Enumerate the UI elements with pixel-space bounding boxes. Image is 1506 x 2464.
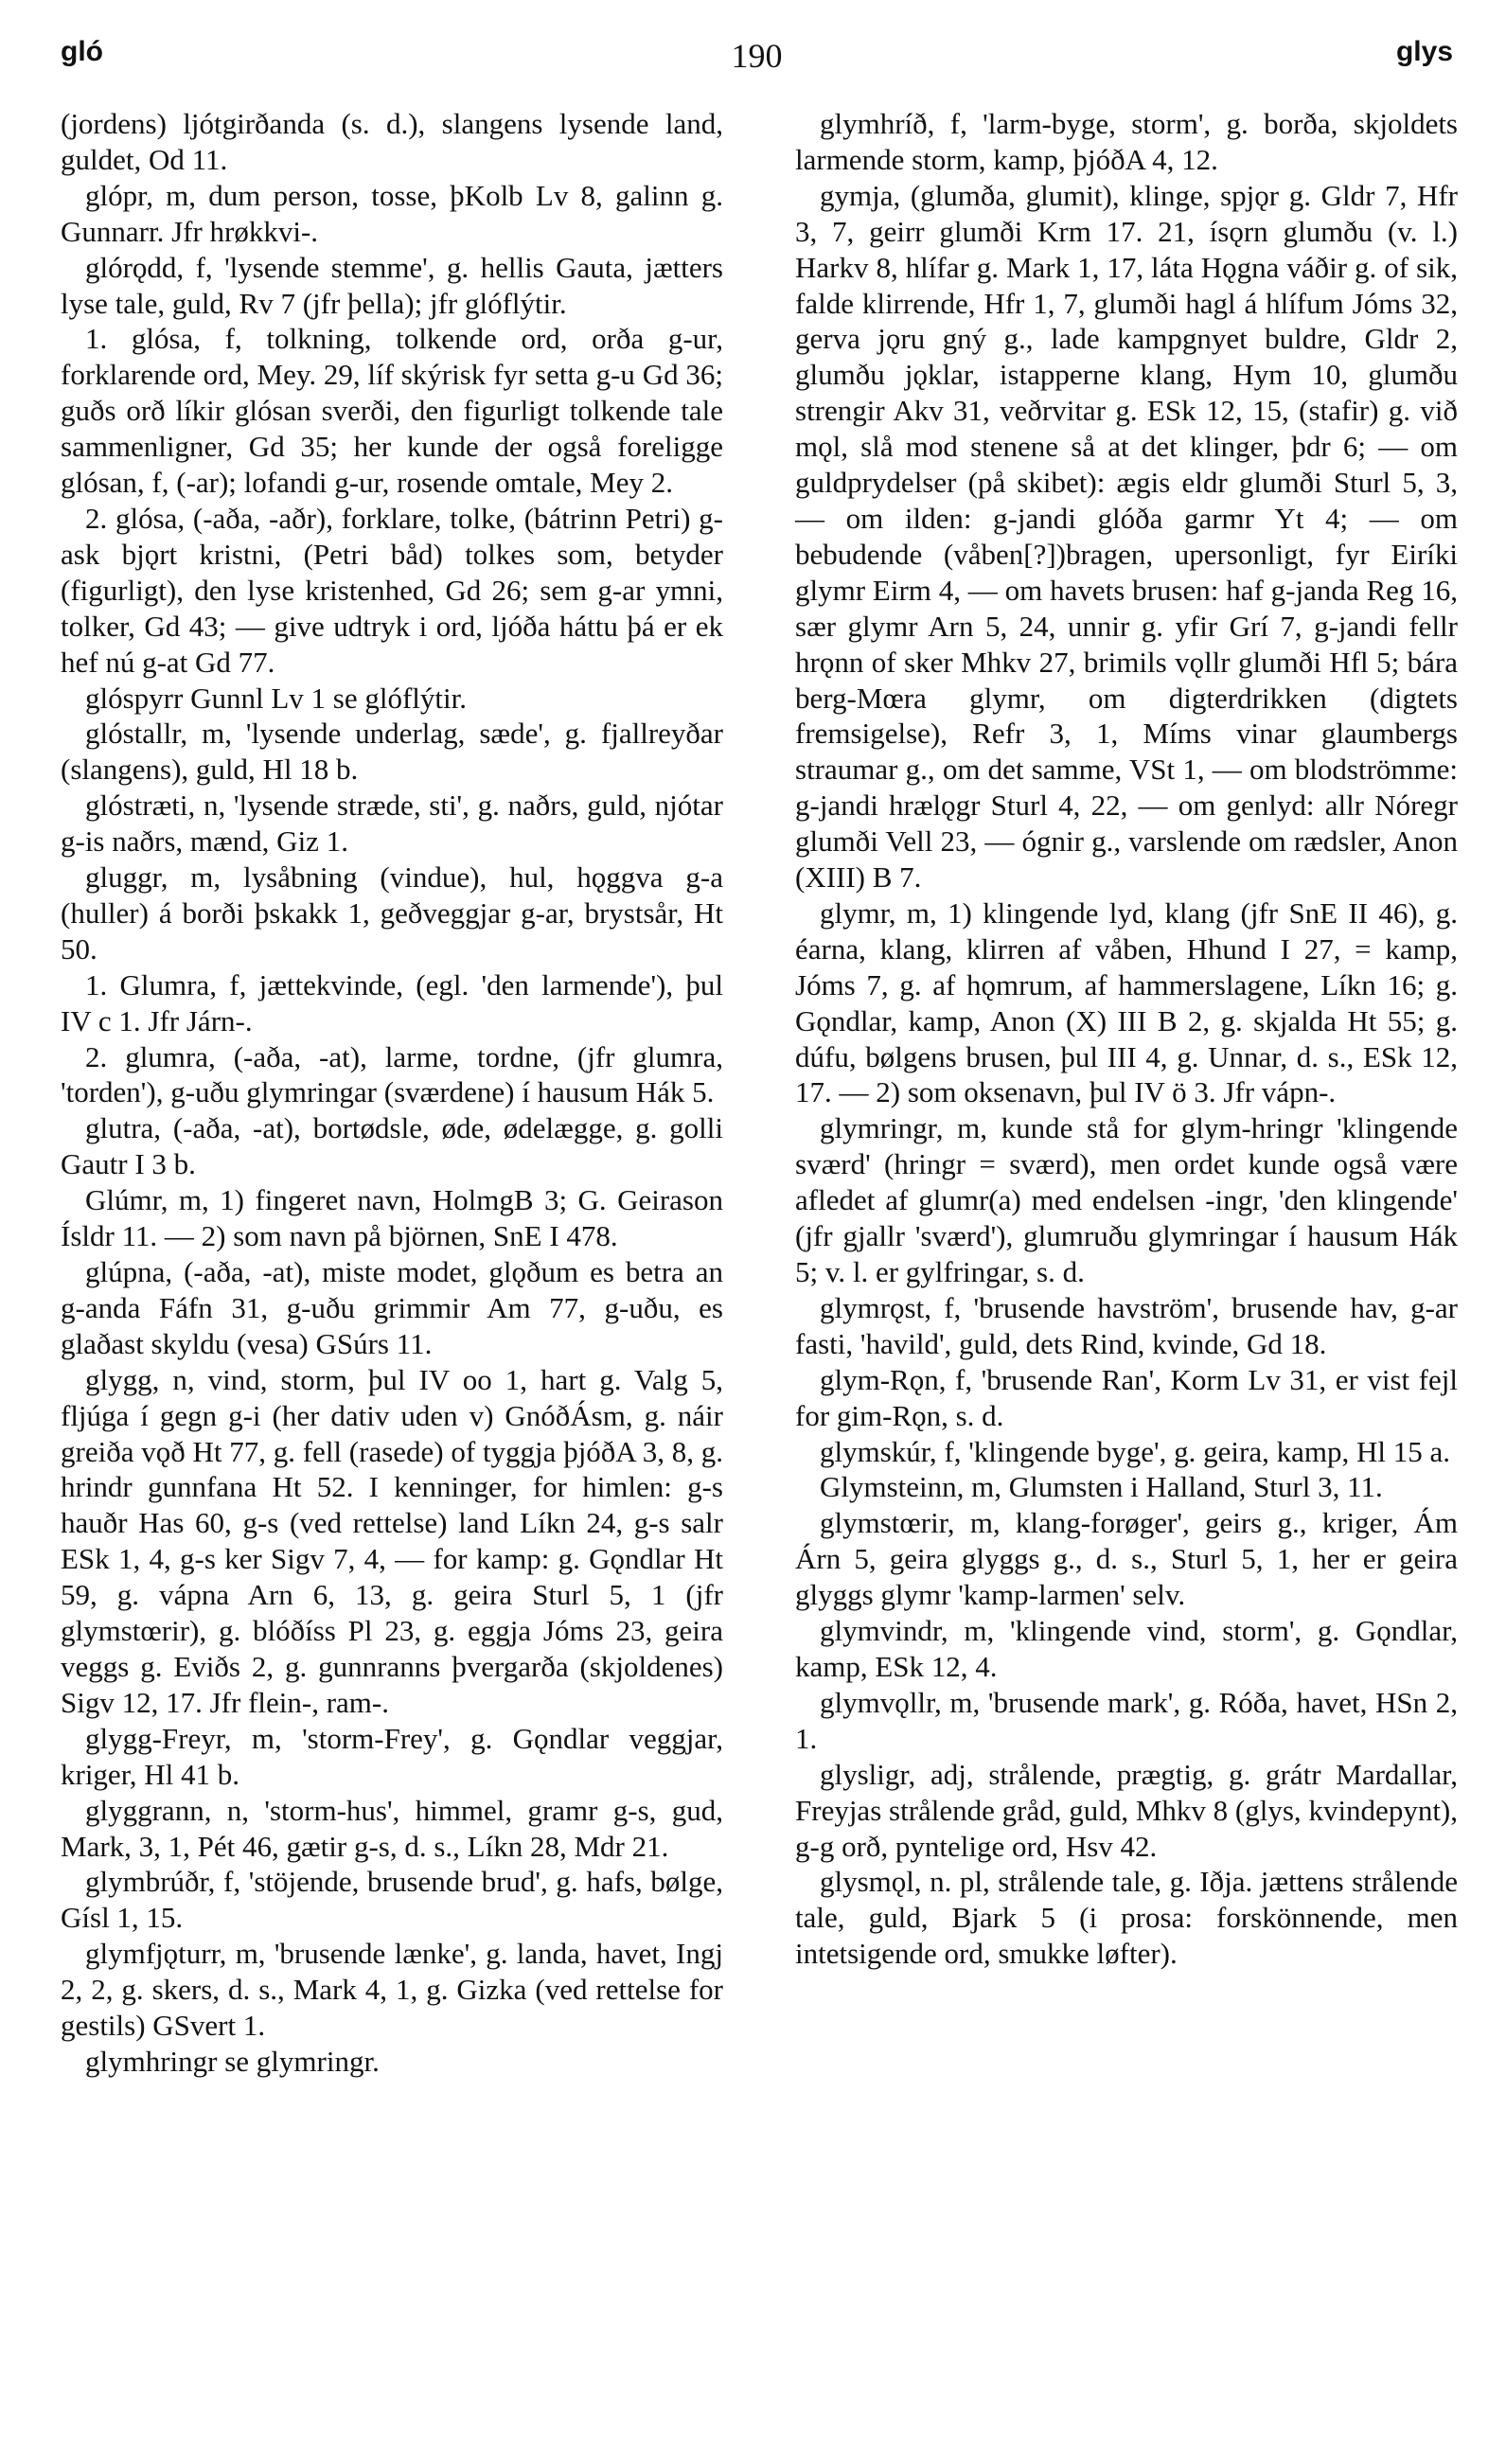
dictionary-entry: glygg, n, vind, storm, þul IV oo 1, hart g. Valg 5, fljúga í gegn g-i (her dativ uden v) GnóðÁsm, g. náir greiða vǫð Ht 77, g. fell (rasede) of tyggja þjóðA 3, 8, g. hrindr gunnfana Ht 52. I kenninger, for himlen: g-s hauðr Has 60, g-s (ved rettelse) land Líkn 24, g-s salr ESk 1, 4, g-s ker Sigv 7, 4, — for kamp: g. Gǫndlar Ht 59, g. vápna Arn 6, 13, g. geira Sturl 5, 1 (jfr glymstœrir), g. blóðíss Pl 23, g. eggja Jóms 23, geira veggs g. Eviðs 2, g. gunnranns þvergarða (skjoldenes) Sigv 12, 17. Jfr flein-, ram-. <box>61 1362 723 1719</box>
right-column <box>795 106 1458 1972</box>
running-head-right: glys <box>1395 36 1453 67</box>
running-head-left: gló <box>61 36 103 67</box>
dictionary-entry: glymbrúðr, f, 'stöjende, brusende brud', g. hafs, bølge, Gísl 1, 15. <box>61 1865 723 1935</box>
dictionary-entry: 2. glósa, (-aða, -aðr), forklare, tolke, (bátrinn Petri) g-ask bjǫrt kristni, (Petri båd) tolkes som, betyder (figurligt), den lyse kristenhed, Gd 26; sem g-ar ymni, tolker, Gd 43; — give udtryk i ord, ljóða háttu þá er ek hef nú g-at Gd 77. <box>61 501 723 679</box>
dictionary-entry: 1. Glumra, f, jættekvinde, (egl. 'den larmende'), þul IV c 1. Jfr Járn-. <box>61 967 723 1037</box>
dictionary-entry: Glymsteinn, m, Glumsten i Halland, Sturl 3, 11. <box>820 1470 1383 1504</box>
dictionary-entry: glóstallr, m, 'lysende underlag, sæde', g. fjallreyðar (slangens), guld, Hl 18 b. <box>61 717 723 787</box>
left-column <box>61 106 723 2080</box>
dictionary-entry: 2. glumra, (-aða, -at), larme, tordne, (jfr glumra, 'torden'), g-uðu glymringar (sværdene) í hausum Hák 5. <box>61 1039 723 1109</box>
dictionary-entry: glymstœrir, m, klang-forøger', geirs g., kriger, Ám Árn 5, geira glyggs g., d. s., Sturl 5, 1, her er geira glyggs glymr 'kamp-larmen' selv. <box>795 1506 1458 1612</box>
dictionary-entry: glymrǫst, f, 'brusende havström', brusende hav, g-ar fasti, 'havild', guld, dets Rind, kvinde, Gd 18. <box>795 1290 1458 1360</box>
dictionary-entry: glymhringr se glymringr. <box>85 2044 380 2078</box>
dictionary-entry: (jordens) ljótgirðanda (s. d.), slangens lysende land, guldet, Od 11. <box>61 107 723 176</box>
dictionary-entry: glóstræti, n, 'lysende stræde, sti', g. naðrs, guld, njótar g-is naðrs, mænd, Giz 1. <box>61 789 723 859</box>
dictionary-entry: glutra, (-aða, -at), bortødsle, øde, ødelægge, g. golli Gautr I 3 b. <box>61 1111 723 1181</box>
dictionary-entry: glymr, m, 1) klingende lyd, klang (jfr SnE II 46), g. éarna, klang, klirren af våben, Hhund I 27, = kamp, Jóms 7, g. af hǫmrum, af hammerslagene, Líkn 16; g. Gǫndlar, kamp, Anon (X) III B 2, g. skjalda Ht 55; g. dúfu, bølgens brusen, þul III 4, g. Unnar, d. s., ESk 12, 17. — 2) som oksenavn, þul IV ö 3. Jfr vápn-. <box>795 895 1458 1109</box>
dictionary-entry: glymhríð, f, 'larm-byge, storm', g. borða, skjoldets larmende storm, kamp, þjóðA 4, 12. <box>795 107 1458 176</box>
dictionary-entry: 1. glósa, f, tolkning, tolkende ord, orða g-ur, forklarende ord, Mey. 29, líf skýrisk fyr setta g-u Gd 36; guðs orð líkir glósan sverði, den figurligt tolkende tale sammenligner, Gd 35; her kunde der også foreligge glósan, f, (-ar); lofandi g-ur, rosende omtale, Mey 2. <box>61 322 723 500</box>
page-number: 190 <box>731 37 783 75</box>
dictionary-entry: glymskúr, f, 'klingende byge', g. geira, kamp, Hl 15 a. <box>820 1434 1450 1468</box>
dictionary-entry: glymringr, m, kunde stå for glym-hringr 'klingende sværd' (hringr = sværd), men ordet kunde også være afledet af glumr(a) med endelsen -ingr, 'den klingende' (jfr gjallr 'sværd'), glumruðu glymringar í hausum Hák 5; v. l. er gylfringar, s. d. <box>795 1111 1458 1288</box>
dictionary-entry: glygg-Freyr, m, 'storm-Frey', g. Gǫndlar veggjar, kriger, Hl 41 b. <box>61 1721 723 1791</box>
dictionary-entry: gymja, (glumða, glumit), klinge, spjǫr g. Gldr 7, Hfr 3, 7, geirr glumði Krm 17. 21, ísǫrn glumðu (v. l.) Harkv 8, hlífar g. Mark 1, 17, láta Hǫgna váðir g. of sik, falde klirrende, Hfr 1, 7, glumði hagl á hlífum Jóms 32, gerva jǫru gný g., lade kampgnyet buldre, Gldr 2, glumðu jǫklar, istapperne klang, Hym 10, glumðu strengir Akv 31, veðrvitar g. ESk 12, 15, (stafir) g. við mǫl, slå mod stenene så at det klinger, þdr 6; — om guldprydelser (på skibet): ægis eldr glumði Sturl 5, 3, — om ilden: g-jandi glóða garmr Yt 4; — om bebudende (våben[?])bragen, upersonligt, fyr Eiríki glymr Eirm 4, — om havets brusen: haf g-janda Reg 16, sær glymr Arn 5, 24, unnir g. yfir Grí 7, g-jandi fellr hrǫnn of sker Mhkv 27, brimils vǫllr glumði Hfl 5; bára berg-Mœra glymr, om digterdrikken (digtets fremsigelse), Refr 3, 1, Míms vinar glaumbergs straumar g., om det samme, VSt 1, — om blodströmme: g-jandi hrælǫgr Sturl 4, 22, — om genlyd: allr Nóregr glumði Vell 23, — ógnir g., varslende om rædsler, Anon (XIII) B 7. <box>795 178 1458 895</box>
dictionary-entry: glymvindr, m, 'klingende vind, storm', g. Gǫndlar, kamp, ESk 12, 4. <box>795 1614 1458 1683</box>
dictionary-entry: glórǫdd, f, 'lysende stemme', g. hellis Gauta, jætters lyse tale, guld, Rv 7 (jfr þella); jfr glóflýtir. <box>61 250 723 320</box>
dictionary-entry: gluggr, m, lysåbning (vindue), hul, hǫggva g-a (huller) á borði þskakk 1, geðveggjar g-ar, brystsår, Ht 50. <box>61 860 723 966</box>
dictionary-entry: glymfjǫturr, m, 'brusende lænke', g. landa, havet, Ingj 2, 2, g. skers, d. s., Mark 4, 1, g. Gizka (ved rettelse for gestils) GSvert 1. <box>61 1937 723 2043</box>
dictionary-entry: glyggrann, n, 'storm-hus', himmel, gramr g-s, gud, Mark, 3, 1, Pét 46, gætir g-s, d. s., Líkn 28, Mdr 21. <box>61 1793 723 1863</box>
dictionary-entry: Glúmr, m, 1) fingeret navn, HolmgB 3; G. Geirason Ísldr 11. — 2) som navn på björnen, SnE I 478. <box>61 1183 723 1253</box>
dictionary-entry: glópr, m, dum person, tosse, þKolb Lv 8, galinn g. Gunnarr. Jfr hrøkkvi-. <box>61 178 723 248</box>
page-header <box>61 36 1453 81</box>
dictionary-entry: glysligr, adj, strålende, prægtig, g. grátr Mardallar, Freyjas strålende gråd, guld, Mhkv 8 (glys, kvindepynt), g-g orð, pyntelige ord, Hsv 42. <box>795 1757 1458 1863</box>
dictionary-entry: glymvǫllr, m, 'brusende mark', g. Róða, havet, HSn 2, 1. <box>795 1685 1458 1755</box>
dictionary-entry: glóspyrr Gunnl Lv 1 se glóflýtir. <box>85 681 467 715</box>
dictionary-entry: glym-Rǫn, f, 'brusende Ran', Korm Lv 31, er vist fejl for gim-Rǫn, s. d. <box>795 1362 1458 1432</box>
dictionary-entry: glysmǫl, n. pl, strålende tale, g. Iðja. jættens strålende tale, guld, Bjark 5 (i prosa: forskönnende, men intetsigende ord, smukke løfter). <box>795 1865 1458 1971</box>
dictionary-entry: glúpna, (-aða, -at), miste modet, glǫðum es betra an g-anda Fáfn 31, g-uðu grimmir Am 77, g-uðu, es glaðast skyldu (vesa) GSúrs 11. <box>61 1255 723 1360</box>
